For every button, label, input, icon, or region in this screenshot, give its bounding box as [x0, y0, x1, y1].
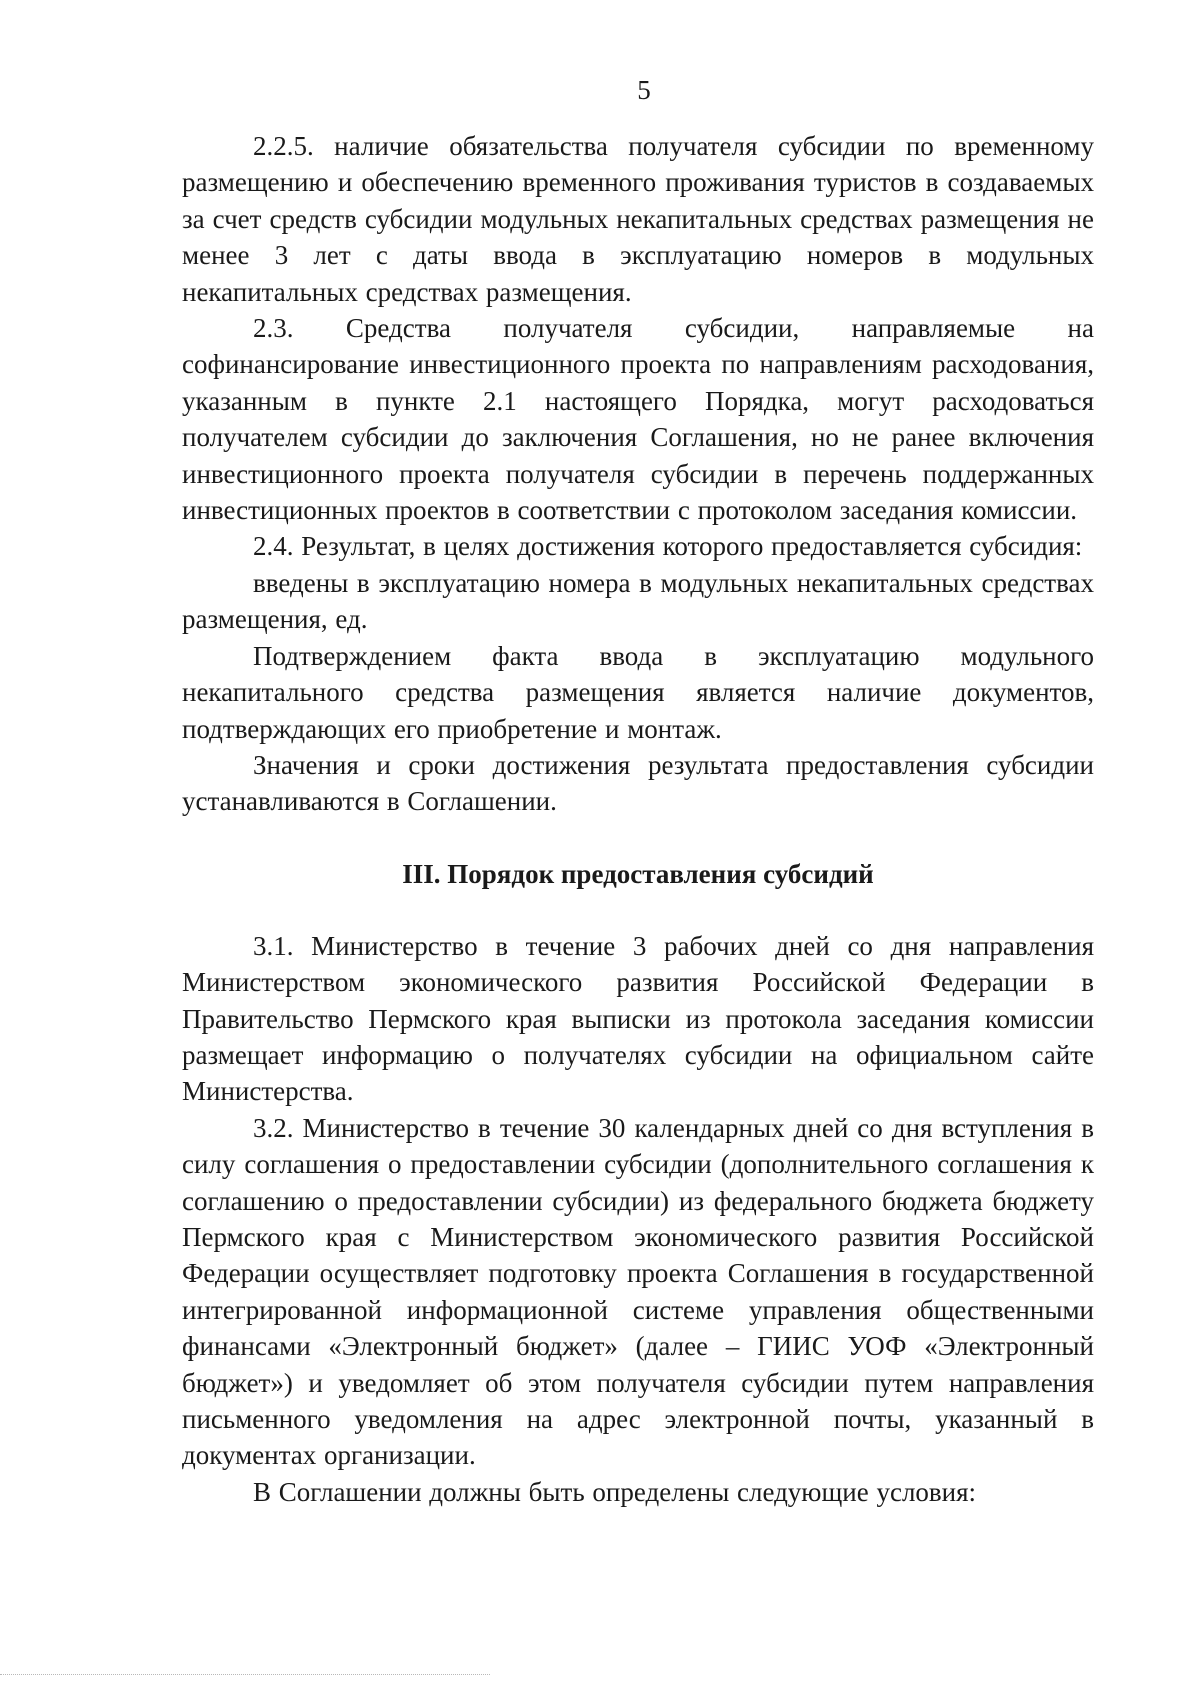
paragraph-2-4: 2.4. Результат, в целях достижения которого предоставляется субсидия:	[253, 531, 1083, 562]
paragraph-2-3: 2.3. Средства получателя субсидии, направляемые на софинансирование инвестиционного проекта по направлениям расходования, указанным в пункте 2.1 настоящего Порядка, могут расходоваться получателем субсидии до заключения Соглашения, но не ранее включения инвестиционного проекта получателя субсидии в перечень поддержанных инвестиционных проектов в соответствии с протоколом заседания комиссии.	[182, 313, 1094, 526]
paragraph-3-2: 3.2. Министерство в течение 30 календарных дней со дня вступления в силу соглашения о предоставлении субсидии (дополнительного соглашения к соглашению о предоставлении субсидии) из федерального бюджета бюджету Пермского края с Министерством экономического развития Российской Федерации осуществляет подготовку проекта Соглашения в государственной интегрированной информационной системе управления общественными финансами «Электронный бюджет» (далее – ГИИС УОФ «Электронный бюджет») и уведомляет об этом получателя субсидии путем направления письменного уведомления на адрес электронной почты, указанный в документах организации.	[182, 1112, 1094, 1471]
paragraph-confirmation: Подтверждением факта ввода в эксплуатацию модульного некапитального средства размещения является наличие документов, подтверждающих его приобретение и монтаж.	[182, 640, 1094, 744]
paragraph-values-deadlines: Значения и сроки достижения результата предоставления субсидии устанавливаются в Соглашении.	[182, 749, 1094, 817]
document-page	[182, 72, 1094, 1662]
section-heading: III. Порядок предоставления субсидий	[402, 858, 874, 889]
paragraph-2-2-5: 2.2.5. наличие обязательства получателя субсидии по временному размещению и обеспечению временного проживания туристов в создаваемых за счет средств субсидии модульных некапитальных средствах размещения не менее 3 лет с даты ввода в эксплуатацию номеров в модульных некапитальных средствах размещения.	[182, 131, 1094, 307]
paragraph-agreement-conditions: В Соглашении должны быть определены следующие условия:	[253, 1476, 977, 1507]
paragraph-result-indicator: введены в эксплуатацию номера в модульных некапитальных средствах размещения, ед.	[182, 567, 1094, 635]
scan-edge-divider	[0, 1674, 490, 1675]
page-number: 5	[637, 75, 651, 105]
paragraph-3-1: 3.1. Министерство в течение 3 рабочих дней со дня направления Министерством экономического развития Российской Федерации в Правительство Пермского края выписки из протокола заседания комиссии размещает информацию о получателях субсидии на официальном сайте Министерства.	[182, 930, 1094, 1107]
